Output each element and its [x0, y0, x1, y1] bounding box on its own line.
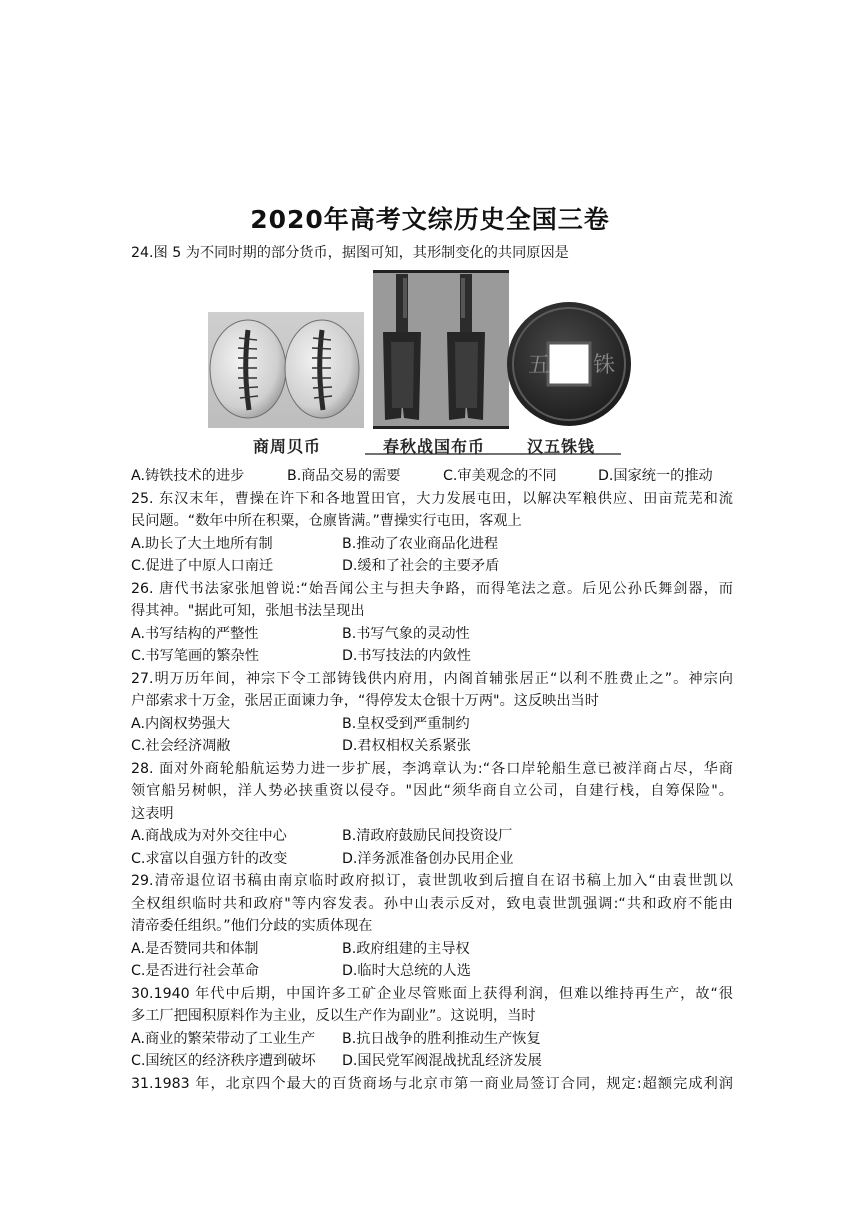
q25-stem-line-1: 25. 东汉末年，曹操在许下和各地置田官，大力发展屯田，以解决军粮供应、田亩荒芜和流	[131, 491, 733, 507]
q29-option-b: B.政府组建的主导权	[342, 941, 470, 957]
q30-stem-line-1: 30.1940 年代中后期，中国许多工矿企业尽管账面上获得利润，但难以维持再生产，故“很	[131, 986, 733, 1002]
q27-stem-line-1: 27.明万历年间，神宗下令工部铸钱供内府用，内阁首辅张居正“以利不胜费止之”。神宗向	[131, 671, 733, 687]
q24-option-b: B.商品交易的需要	[287, 468, 401, 484]
q24-option-c: C.审美观念的不同	[443, 468, 557, 484]
q24-option-d: D.国家统一的推动	[598, 468, 713, 484]
coin-char-right: 铢	[593, 353, 616, 378]
q29-option-c: C.是否进行社会革命	[131, 963, 259, 979]
page-title: 2020年高考文综历史全国三卷	[250, 205, 610, 234]
q29-stem-line-1: 29.清帝退位诏书稿由南京临时政府拟订，袁世凯收到后擅自在诏书稿上加入“由袁世凯以	[131, 873, 733, 889]
q28-stem-line-3: 这表明	[131, 806, 174, 822]
q28-option-d: D.洋务派准备创办民用企业	[342, 851, 514, 867]
q26-stem-line-2: 得其神。"据此可知，张旭书法呈现出	[131, 603, 365, 619]
coin-char-left: 五	[528, 353, 551, 378]
shell-coins-image	[208, 312, 364, 428]
caption-spade-coins: 春秋战国布币	[383, 437, 486, 456]
q29-stem-line-2: 全权组织临时共和政府"等内容发表。孙中山表示反对，致电袁世凯强调:“共和政府不能由	[131, 896, 733, 912]
q24-stem: 24.图 5 为不同时期的部分货币，据图可知，其形制变化的共同原因是	[131, 245, 569, 261]
currency-figure-svg	[205, 268, 655, 460]
q28-option-b: B.清政府鼓励民间投资设厂	[342, 828, 513, 844]
q28-option-c: C.求富以自强方针的改变	[131, 851, 288, 867]
q25-option-d: D.缓和了社会的主要矛盾	[342, 558, 500, 574]
q30-option-a: A.商业的繁荣带动了工业生产	[131, 1031, 316, 1047]
spade-coins-image	[373, 270, 509, 429]
q31-stem-line-1: 31.1983 年，北京四个最大的百货商场与北京市第一商业局签订合同，规定:超额完成利润	[131, 1076, 733, 1092]
q28-stem-line-1: 28. 面对外商轮船航运势力进一步扩展，李鸿章认为:“各口岸轮船生意已被洋商占尽，华商	[131, 761, 733, 777]
q25-option-c: C.促进了中原人口南迁	[131, 558, 274, 574]
q26-option-c: C.书写笔画的繁杂性	[131, 648, 259, 664]
q25-option-a: A.助长了大土地所有制	[131, 536, 273, 552]
q30-option-b: B.抗日战争的胜利推动生产恢复	[342, 1031, 541, 1047]
q26-option-a: A.书写结构的严整性	[131, 626, 259, 642]
q25-option-b: B.推动了农业商品化进程	[342, 536, 499, 552]
q28-option-a: A.商战成为对外交往中心	[131, 828, 287, 844]
q25-stem-line-2: 民问题。“数年中所在积粟，仓廪皆满。”曹操实行屯田，客观上	[131, 513, 522, 529]
q27-option-c: C.社会经济凋敝	[131, 738, 231, 754]
q29-option-d: D.临时大总统的人选	[342, 963, 471, 979]
q30-stem-line-2: 多工厂把囤积原料作为主业，反以生产作为副业”。这说明，当时	[131, 1008, 536, 1024]
q29-option-a: A.是否赞同共和体制	[131, 941, 259, 957]
q29-stem-line-3: 清帝委任组织。”他们分歧的实质体现在	[131, 918, 373, 934]
wuzhu-coin-image	[507, 302, 631, 426]
q27-option-b: B.皇权受到严重制约	[342, 716, 470, 732]
caption-shell-coins: 商周贝币	[253, 437, 322, 456]
figure-currency	[205, 268, 655, 460]
caption-wuzhu-coin: 汉五铢钱	[527, 437, 596, 456]
q30-option-d: D.国民党军阀混战扰乱经济发展	[342, 1053, 542, 1069]
q27-option-a: A.内阁权势强大	[131, 716, 231, 732]
q30-option-c: C.国统区的经济秩序遭到破坏	[131, 1053, 316, 1069]
q24-option-a: A.铸铁技术的进步	[131, 468, 245, 484]
q28-stem-line-2: 领官船另树帜，洋人势必挟重资以侵夺。"因此“须华商自立公司，自建行栈，自筹保险"。	[131, 783, 733, 799]
q26-stem-line-1: 26. 唐代书法家张旭曾说:“始吾闻公主与担夫争路，而得笔法之意。后见公孙氏舞剑器，而	[131, 581, 733, 597]
q27-option-d: D.君权相权关系紧张	[342, 738, 471, 754]
q26-option-b: B.书写气象的灵动性	[342, 626, 470, 642]
q27-stem-line-2: 户部索求十万金，张居正面谏力争，“得停发太仓银十万两"。这反映出当时	[131, 693, 599, 709]
q26-option-d: D.书写技法的内敛性	[342, 648, 471, 664]
